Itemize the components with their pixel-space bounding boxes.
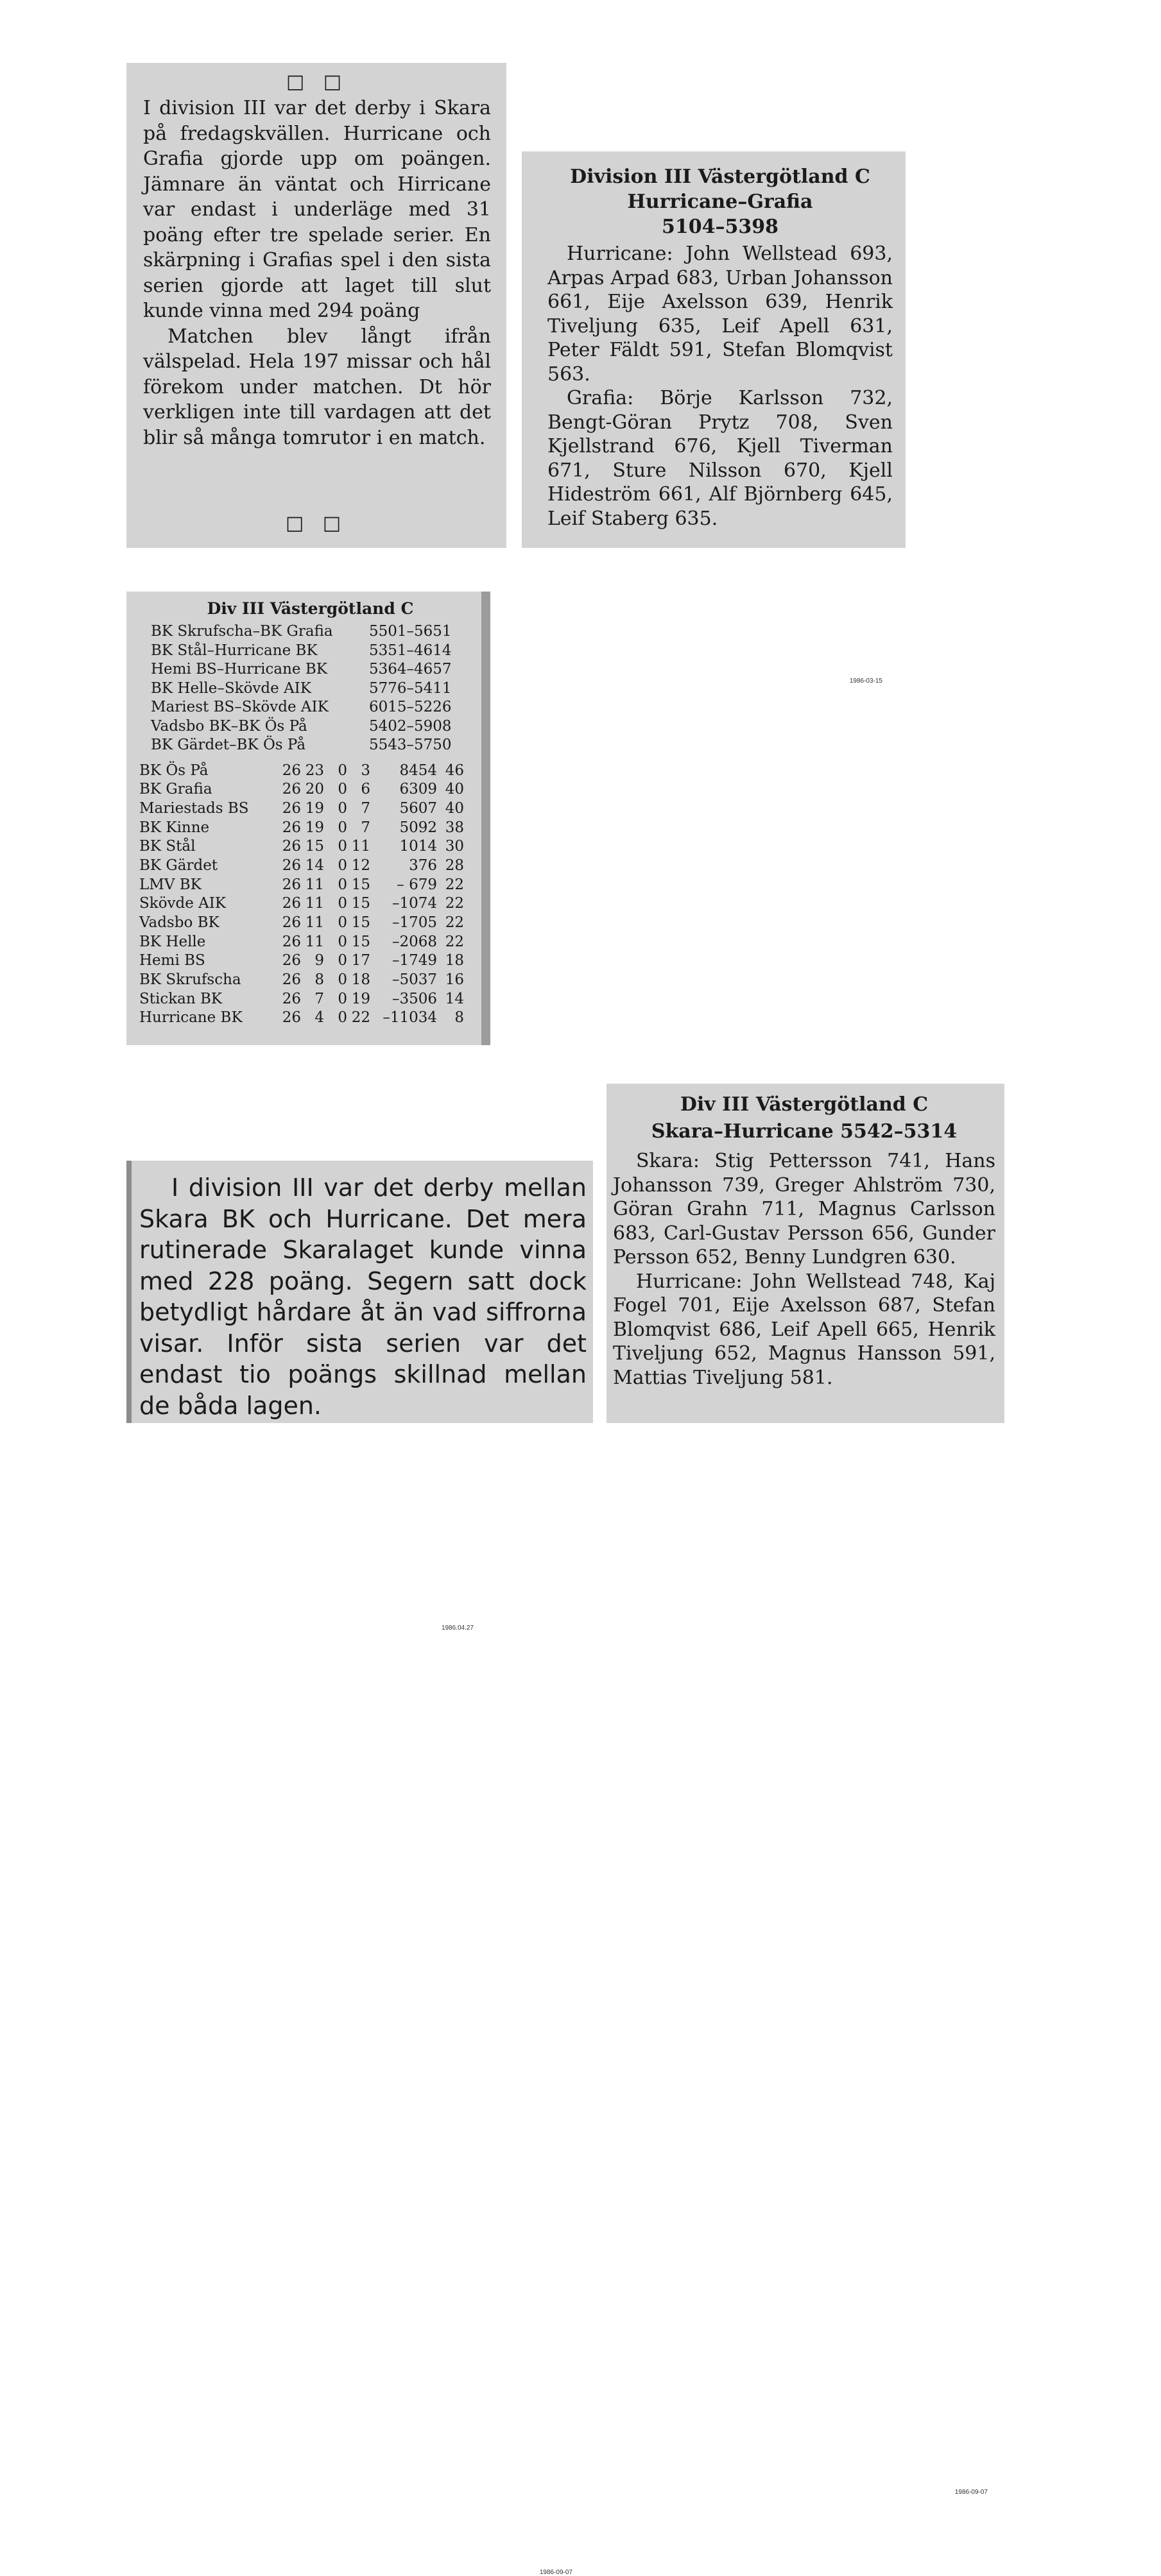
result-score: 5543–5750 [369, 737, 452, 753]
standings-row [139, 780, 481, 799]
standings-points: 30 [445, 838, 464, 855]
result-score: 5402–5908 [369, 717, 452, 735]
standings-points: 40 [445, 799, 464, 817]
standings-lost: 19 [351, 990, 370, 1007]
standings-drawn: 0 [338, 990, 347, 1007]
standings-lost: 17 [351, 952, 370, 969]
standings-team: BK Ös På [139, 762, 209, 779]
standings-diff: 1014 [399, 838, 437, 855]
standings-won: 4 [314, 1009, 324, 1027]
standings-points: 22 [445, 914, 464, 931]
standings-diff: –1705 [391, 914, 437, 931]
clipping-date: 1986-09-07 [954, 2489, 988, 2496]
standings-table [139, 762, 481, 1028]
standings-drawn: 0 [338, 762, 347, 779]
result-match: Mariest BS–Skövde AIK [151, 699, 329, 715]
standings-won: 9 [314, 952, 324, 969]
standings-diff: – 679 [397, 876, 437, 893]
standings-points: 40 [445, 781, 464, 798]
standings-team: Vadsbo BK [139, 914, 219, 931]
article-paragraph: I division III var det derby mellan Skara BK och Hurricane. Det mera rutinerade Skaralaget kunde vinna med 228 poäng. Segern satt dock betydligt hårdare åt än vad siffrorna visar. Inför sista serien var det endast tio poängs skillnad mellan de båda lagen. [139, 1173, 587, 1420]
standings-drawn: 0 [338, 819, 347, 836]
standings-points: 18 [445, 952, 464, 969]
standings-drawn: 0 [338, 914, 347, 931]
standings-won: 7 [314, 990, 324, 1007]
result-match: BK Gärdet–BK Ös På [151, 737, 306, 753]
standings-drawn: 0 [338, 857, 347, 874]
standings-points: 16 [445, 971, 464, 989]
standings-played: 26 [282, 876, 301, 893]
article-text [143, 96, 491, 450]
standings-lost: 6 [361, 781, 370, 798]
result-heading [613, 1091, 995, 1145]
standings-drawn: 0 [338, 1009, 347, 1027]
division-title: Div III Västergötland C [207, 599, 414, 618]
match-score: 5104–5398 [662, 216, 778, 238]
standings-row [139, 1009, 481, 1028]
standings-drawn: 0 [338, 781, 347, 798]
standings-played: 26 [282, 895, 301, 912]
standings-drawn: 0 [338, 876, 347, 893]
result-score: 5776–5411 [369, 679, 452, 697]
standings-won: 19 [305, 799, 324, 817]
standings-won: 15 [305, 838, 324, 855]
standings-won: 11 [305, 933, 324, 950]
standings-drawn: 0 [338, 933, 347, 950]
standings-lost: 7 [361, 819, 370, 836]
result-match: BK Stål–Hurricane BK [151, 642, 318, 659]
standings-drawn: 0 [338, 952, 347, 969]
article-paragraph: Matchen blev långt ifrån välspelad. Hela 197 missar och hål förekom under matchen. Dt hör verkligen inte till vardagen att det blir så många tomrutor i en match. [143, 325, 491, 449]
clipping-date: 1986.04.27 [441, 1625, 474, 1632]
clipping-box-separator-bottom: □ □ [285, 512, 348, 534]
standings-diff: –11034 [383, 1009, 437, 1027]
standings-lost: 15 [351, 876, 370, 893]
standings-team: Mariestads BS [139, 799, 249, 817]
standings-lost: 11 [351, 838, 370, 855]
standings-diff: –2068 [391, 933, 437, 950]
standings-row [139, 857, 481, 876]
standings-won: 14 [305, 857, 324, 874]
standings-played: 26 [282, 990, 301, 1007]
standings-lost: 22 [351, 1009, 370, 1027]
standings-points: 38 [445, 819, 464, 836]
standings-lost: 15 [351, 933, 370, 950]
standings-lost: 15 [351, 914, 370, 931]
standings-row [139, 837, 481, 857]
standings-won: 20 [305, 781, 324, 798]
standings-row [139, 951, 481, 971]
standings-points: 8 [454, 1009, 464, 1027]
results-list [151, 622, 481, 755]
lineup-text [547, 242, 893, 531]
standings-diff: –1074 [391, 895, 437, 912]
standings-team: BK Gärdet [139, 857, 218, 874]
result-heading [547, 164, 893, 239]
standings-won: 8 [314, 971, 324, 989]
standings-row [139, 876, 481, 895]
result-score: 5351–4614 [369, 642, 452, 659]
standings-diff: 376 [409, 857, 437, 874]
standings-diff: 5607 [399, 799, 437, 817]
standings-points: 22 [445, 895, 464, 912]
result-row [151, 679, 481, 699]
division-title: Division III Västergötland C [570, 166, 870, 188]
standings-played: 26 [282, 799, 301, 817]
standings-row [139, 799, 481, 819]
standings-team: Skövde AIK [139, 895, 227, 912]
clipping-date: 1986-03-15 [849, 678, 882, 685]
clipping-box-separator-top: □ □ [286, 71, 348, 93]
standings-lost: 3 [361, 762, 370, 779]
division-title: Div III Västergötland C [680, 1093, 929, 1116]
standings-played: 26 [282, 857, 301, 874]
standings-points: 14 [445, 990, 464, 1007]
clipping-derby-report-march [126, 63, 506, 548]
standings-won: 23 [305, 762, 324, 779]
standings-drawn: 0 [338, 971, 347, 989]
team-lineup: Skara: Stig Pettersson 741, Hans Johansson 739, Greger Ahlström 730, Göran Grahn 711, Magnus Carlsson 683, Carl-Gustav Persson 656, Gunder Persson 652, Benny Lundgren 630. [613, 1150, 995, 1268]
article-paragraph: I division III var det derby i Skara på fredagskvällen. Hurricane och Grafia gjorde upp om poängen. Jämnare än väntat och Hirricane var endast i underläge med 31 poäng efter tre spelade serier. En skärpning i Grafias spel i den sista serien gjorde att laget till slut kunde vinna med 294 poäng [143, 97, 491, 322]
standings-drawn: 0 [338, 838, 347, 855]
standings-played: 26 [282, 819, 301, 836]
standings-played: 26 [282, 762, 301, 779]
clipping-date: 1986-09-07 [539, 2569, 572, 2576]
standings-row [139, 762, 481, 781]
standings-points: 22 [445, 933, 464, 950]
result-row [151, 660, 481, 679]
standings-row [139, 933, 481, 952]
standings-won: 11 [305, 895, 324, 912]
clipping-match-result-skara-hurricane [606, 1084, 1004, 2496]
result-score: 6015–5226 [369, 699, 452, 715]
standings-lost: 15 [351, 895, 370, 912]
standings-diff: –3506 [391, 990, 437, 1007]
standings-played: 26 [282, 952, 301, 969]
standings-team: Stickan BK [139, 990, 223, 1007]
result-row [151, 717, 481, 737]
standings-played: 26 [282, 838, 301, 855]
standings-row [139, 990, 481, 1009]
standings-team: BK Stål [139, 838, 196, 855]
article-text [139, 1172, 587, 1421]
standings-row [139, 914, 481, 933]
result-row [151, 698, 481, 717]
standings-played: 26 [282, 914, 301, 931]
match-title: Hurricane–Grafia [627, 191, 813, 213]
standings-diff: –1749 [391, 952, 437, 969]
standings-played: 26 [282, 933, 301, 950]
standings-drawn: 0 [338, 799, 347, 817]
result-row [151, 642, 481, 661]
standings-points: 22 [445, 876, 464, 893]
standings-won: 11 [305, 914, 324, 931]
standings-team: BK Grafia [139, 781, 212, 798]
standings-diff: 5092 [399, 819, 437, 836]
standings-diff: 8454 [399, 762, 437, 779]
standings-drawn: 0 [338, 895, 347, 912]
standings-team: BK Kinne [139, 819, 210, 836]
standings-played: 26 [282, 781, 301, 798]
result-match: BK Helle–Skövde AIK [151, 679, 311, 697]
standings-lost: 18 [351, 971, 370, 989]
result-match: Vadsbo BK–BK Ös På [151, 717, 307, 735]
clipping-match-result-hurricane-grafia [522, 151, 906, 685]
standings-won: 19 [305, 819, 324, 836]
standings-row [139, 971, 481, 990]
result-row [151, 622, 481, 642]
standings-points: 46 [445, 762, 464, 779]
standings-row [139, 819, 481, 838]
team-lineup: Hurricane: John Wellstead 693, Arpas Arpad 683, Urban Johansson 661, Eije Axelsson 639, Henrik Tiveljung 635, Leif Apell 631, Peter Fäldt 591, Stefan Blomqvist 563. [547, 243, 893, 386]
standings-won: 11 [305, 876, 324, 893]
standings-row [139, 894, 481, 914]
standings-diff: 6309 [399, 781, 437, 798]
standings-team: BK Helle [139, 933, 206, 950]
standings-points: 28 [445, 857, 464, 874]
match-title: Skara–Hurricane 5542–5314 [651, 1120, 958, 1143]
result-match: BK Skrufscha–BK Grafia [151, 623, 333, 640]
standings-lost: 7 [361, 799, 370, 817]
result-score: 5501–5651 [369, 623, 452, 640]
result-score: 5364–4657 [369, 661, 452, 678]
standings-lost: 12 [351, 857, 370, 874]
standings-team: Hurricane BK [139, 1009, 243, 1027]
standings-played: 26 [282, 1009, 301, 1027]
standings-team: BK Skrufscha [139, 971, 241, 989]
standings-diff: –5037 [391, 971, 437, 989]
team-lineup: Hurricane: John Wellstead 748, Kaj Fogel 701, Eije Axelsson 687, Stefan Blomqvist 686, Leif Apell 665, Henrik Tiveljung 652, Magnus Hansson 591, Mattias Tiveljung 581. [613, 1270, 995, 1389]
standings-team: LMV BK [139, 876, 202, 893]
result-match: Hemi BS–Hurricane BK [151, 661, 327, 678]
standings-played: 26 [282, 971, 301, 989]
standings-team: Hemi BS [139, 952, 205, 969]
result-row [151, 736, 481, 755]
lineup-text [613, 1149, 995, 1390]
team-lineup: Grafia: Börje Karlsson 732, Bengt-Göran Prytz 708, Sven Kjellstrand 676, Kjell Tiverman 671, Sture Nilsson 670, Kjell Hideström 661, Alf Björnberg 645, Leif Staberg 635. [547, 387, 893, 530]
